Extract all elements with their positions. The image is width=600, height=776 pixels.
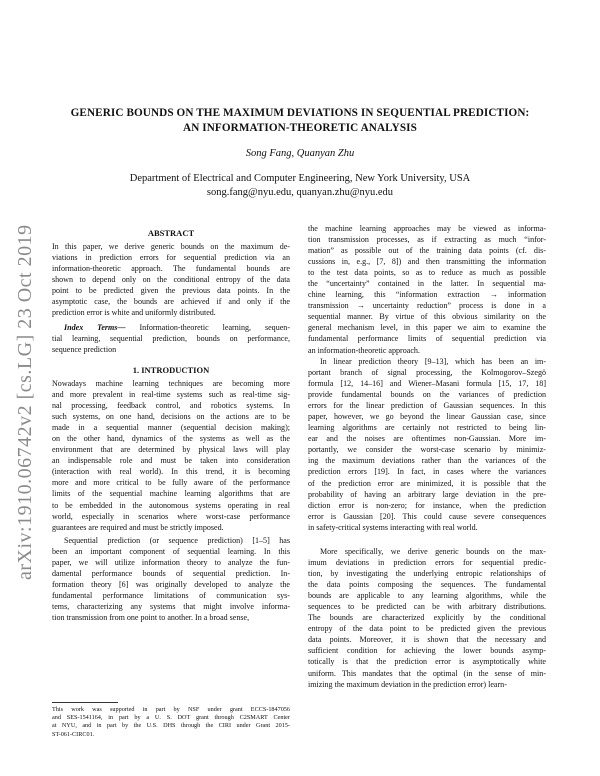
text-line: provide fundamental bounds on the variances of prediction [308,390,546,400]
text-line: sequential manner. By virtue of this obvious similarity on the [308,312,546,322]
text-line: and more prevalent in real-time systems such as real-time sig- [52,390,290,400]
text-line: general mechanism level, in this paper we aim to examine the [308,323,546,333]
text-line: formation theory [6] was originally developed to analyze the [52,580,290,590]
text-line: tion, by investigating the underlying entropic relationships of [308,569,546,579]
intro-paragraph-2 [52,535,290,623]
text-line: such systems, on one hand, decisions on the actions are to be [52,412,290,422]
right-paragraph-3 [308,546,546,690]
affiliation [50,172,550,200]
index-terms-label: Index Terms— [64,323,126,332]
text-line: probability of having an arbitrary large deviation in the pre- [308,489,546,499]
text-line: Nowadays machine learning techniques are becoming more [52,379,290,388]
abstract-heading: ABSTRACT [147,228,195,238]
text-line: imum deviations in prediction errors for sequential predic- [308,558,546,568]
text-line: of the prediction error are minimized, it is possible that the [308,478,546,488]
text-line: ST-061-CIRC01. [52,730,95,738]
text-line: tion transmission from one point to another. In a broad sense, [52,613,250,623]
paper-title [50,106,550,136]
text-line: Sequential prediction (or sequence prediction) [1–5] has [64,536,290,545]
text-line: more and more critical to be fully aware of the performance [52,478,290,488]
text-line: made in a sequential manner (sequential decision making); [52,423,290,433]
authors: Song Fang, Quanyan Zhu [245,148,355,159]
text-line: limits of the sequential machine learning algorithms that are [52,489,290,499]
text-line: totically is that the prediction error is asymptotically white [308,657,546,667]
text-line: shown to depend only on the conditional entropy of the data [52,275,290,285]
text-line: diction error is non-zero; for instance, when the prediction [308,500,546,510]
text-line: guarantees are required and must be strictly imposed. [52,522,224,532]
text-line: sequences to be predicted can be with arbitrary distributions. [308,602,546,612]
text-line: uniform. This mandates that the optimal (in the sense of min- [308,668,546,678]
text-line: been an important component of sequential learning. In this [52,547,290,557]
right-paragraph-1 [308,223,546,356]
right-paragraph-2 [308,356,546,533]
text-line: prediction error is white and uniformly distributed. [52,308,216,318]
email-line: song.fang@nyu.edu, quanyan.zhu@nyu.edu [206,187,394,198]
text-line: learning algorithms are certainly not restricted to being lin- [308,423,546,433]
text-line: imizing the maximum deviation in the prediction error) learn- [308,679,507,689]
text-line: point to be predicted given the previous data points. In the [52,286,290,296]
arxiv-stamp: arXiv:1910.06742v2 [cs.LG] 23 Oct 2019 [14,224,36,580]
text-line: mation” as possible out of the training data points (cf. dis- [308,246,546,256]
text-line: fundamental performance limits of sequential prediction via [308,334,546,344]
text-line: ear and the noises are oftentimes non-Gaussian. More im- [308,434,546,444]
index-terms [52,322,290,355]
text-line: on the other hand, dynamics of the systems as well as the [52,434,290,444]
text-line: ing the maximum deviations rather than the variances of the [308,456,546,466]
abstract-body [52,241,290,318]
text-line: world, especially in scenarios where worst-case performance [52,511,290,521]
text-line: More specifically, we derive generic bounds on the max- [320,547,546,556]
text-line: environment that are determined by physical laws will play [52,445,290,455]
text-line: This work was supported in part by NSF under grant ECCS-1847056 [52,706,290,713]
text-line: sufficient condition for achieving the lower bounds asymp- [308,646,546,656]
text-line: an indispensable role and must be taken into consideration [52,456,290,466]
text-line: The bounds are characterized explicitly by the conditional [308,613,546,623]
text-line: paper, we will utilize information theory to analyze the fun- [52,558,290,568]
text-line: tems, characterizing any systems that might involve informa- [52,602,290,612]
footnote [52,706,290,739]
text-line: transmission → uncertainty reduction” process is done in a [308,301,546,311]
text-line: to the test data points, so as to reduce as much as possible [308,268,546,278]
text-line: to be embedded in the autonomous systems operating in real [52,500,290,510]
text-line: and SES-1541164, in part by a U. S. DOT grant through C2SMART Center [52,714,290,722]
section-heading-introduction: 1. INTRODUCTION [132,365,210,375]
text-line: bounds are applicable to any learning algorithms, while the [308,591,546,601]
text-line: paper, however, we go beyond the linear Gaussian case, since [308,412,546,422]
text-line: damental performance bounds of sequential prediction. In- [52,569,290,579]
text-line: cussions in, e.g., [7, 8]) and then transmitting the information [308,257,546,267]
footnote-rule [52,702,118,703]
text-line: information-theoretic approach. The fundamental bounds are [52,264,290,274]
text-line: viations in prediction errors for sequential prediction via an [52,253,290,263]
text-line: tion transmission processes, as if extracting as much “infor- [308,235,546,245]
text-line: data points. Moreover, it is shown that the necessary and [308,635,546,645]
text-line: In linear prediction theory [9–13], which has been an im- [320,357,546,366]
text-line: fundamental performance limitations of communication sys- [52,591,290,601]
text-line: nal processing, feedback control, and robotics systems. In [52,401,290,411]
text-line: formula [12, 14–16] and Wiener–Masani formula [15, 17, 18] [308,379,546,389]
text-line: an information-theoretic approach. [308,345,420,355]
text-line: at NYU, and in part by the U.S. DHS through the CIRI under Grant 2015- [52,722,290,730]
text-line: the data points composing the sequences. The fundamental [308,580,546,590]
intro-paragraph-1 [52,378,290,533]
text-line: In this paper, we derive generic bounds on the maximum de- [52,242,290,251]
text-line: the “uncertainty” contained in the latter. In sequential ma- [308,279,546,289]
text-line: entropy of the data point to be predicted given the previous [308,624,546,634]
text-line: the machine learning approaches may be viewed as informa- [308,224,546,233]
text-line: in safety-critical systems interacting with real world. [308,522,478,532]
text-line: tial learning, sequential prediction, bounds on performance, [52,334,290,344]
title-line: GENERIC BOUNDS ON THE MAXIMUM DEVIATIONS IN SEQUENTIAL PREDICTION: [70,107,530,119]
text-line: portantly, we consider the worst-case scenario by minimiz- [308,445,546,455]
text-line: portant branch of signal processing, the Kolmogorov–Szegö [308,368,546,378]
text-line: errors for the linear prediction of Gaussian sequences. In this [308,401,546,411]
title-line: AN INFORMATION-THEORETIC ANALYSIS [183,122,417,134]
text-line: Index Terms— Information-theoretic learning, sequen- [64,323,290,332]
text-line: (interaction with real world). In this trend, it is becoming [52,467,290,477]
text-line: error is Gaussian [20]. This could cause severe consequences [308,511,546,521]
text-line: asymptotic case, the bounds are achieved if and only if the [52,297,290,307]
text-line: chine learning, this “information extraction → information [308,290,546,300]
text-line: sequence prediction [52,345,117,355]
affiliation-line: Department of Electrical and Computer Engineering, New York University, USA [129,173,471,184]
text-line: prediction errors [19]. In fact, in cases where the variances [308,467,546,477]
